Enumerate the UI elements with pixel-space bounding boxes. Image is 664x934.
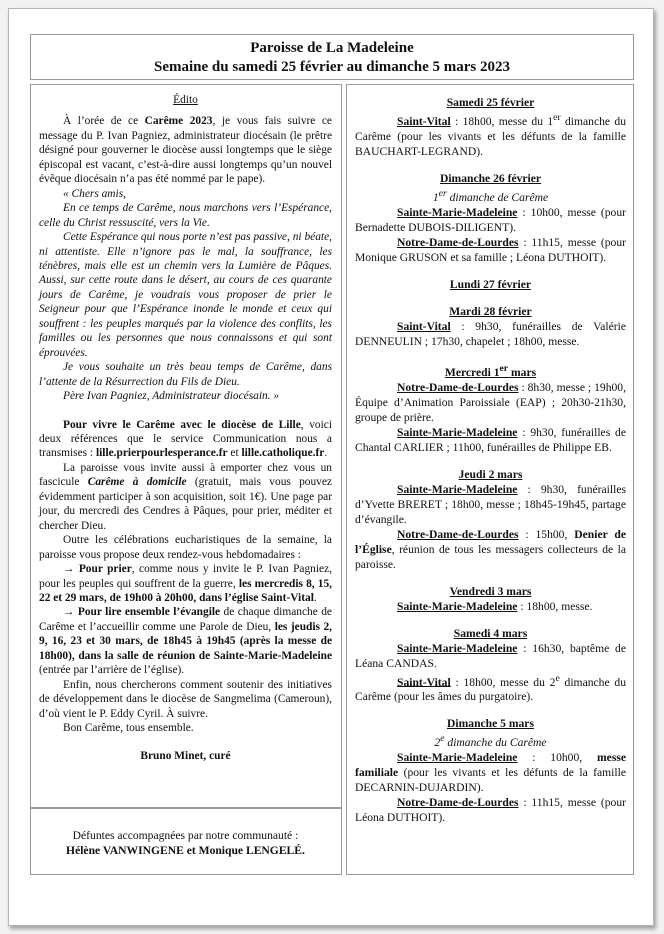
agenda-entry [355, 482, 626, 527]
text: : 15h00, [518, 527, 575, 541]
place-name: Sainte-Marie-Madeleine [397, 751, 518, 765]
text: de chaque dimanche de Carême et l’accueillir comme une Parole de Dieu, [39, 606, 332, 633]
text-bold: Denier de l’Église [355, 527, 626, 556]
agenda-entry [355, 110, 626, 159]
header [30, 34, 634, 80]
agenda-entry [355, 527, 626, 572]
edito-text [39, 93, 332, 764]
place-name: Sainte-Marie-Madeleine [397, 641, 518, 655]
closing-paragraph: Bon Carême, tous ensemble. [63, 722, 194, 735]
week-title: Semaine du samedi 25 février au dimanche 5 mars 2023 [154, 59, 510, 75]
text: , réunion de tous les messagers collecteurs de la paroisse. [355, 542, 626, 571]
text: dimanche de Carême [446, 190, 549, 204]
text: : 9h30, funérailles de Valérie DENNEULIN ; 17h30, chapelet ; 18h00, messe. [355, 319, 626, 348]
deceased-text [39, 828, 332, 858]
arrow-icon: → [63, 606, 78, 619]
text-bold: Carême à domicile [87, 476, 187, 489]
parish-title: Paroisse de La Madeleine [250, 40, 414, 56]
text: 2 [434, 736, 441, 750]
text: dimanche du Carême (pour les vivants et les défunts de la famille BAUCHART-LEGRAND). [355, 114, 626, 158]
day-heading: Dimanche 26 février [439, 171, 542, 185]
text: dimanche du Carême (pour les âmes du purgatoire). [355, 675, 626, 704]
text-bold: Pour vivre le Carême avec le diocèse de Lille [63, 418, 301, 431]
text: : 10h00, messe (pour Bernadette DUBOIS-DILIGENT). [355, 205, 626, 234]
text: : 16h30, baptême de Léana CANDAS. [355, 641, 626, 670]
text: mars [508, 365, 537, 379]
day-heading [355, 361, 626, 380]
day-heading: Jeudi 2 mars [458, 467, 523, 481]
letter-paragraph: En ce temps de Carême, nous marchons vers l’Espérance, celle du Christ ressuscité, vers la Vie. [39, 202, 332, 229]
place-name: Notre-Dame-de-Lourdes [397, 796, 519, 810]
agenda-entry [355, 641, 626, 671]
agenda-entry [355, 671, 626, 705]
superscript: e [555, 672, 560, 684]
agenda-text [355, 95, 626, 825]
arrow-icon: → [63, 563, 79, 576]
agenda-entry [355, 599, 626, 614]
deceased-intro: Défuntes accompagnées par notre communauté : [72, 829, 299, 842]
agenda-entry [355, 319, 626, 349]
text: et [227, 447, 242, 460]
superscript: er [438, 187, 447, 199]
text: , je vous fais suivre ce message du P. Ivan Pagniez, administrateur diocésain (le prêtre désigné pour gouverner le diocèse aussi longtemps que le siège épiscopal est vacant, c’est-à-dire aussi longtemps qu’un nouvel évêque diocésain n’a pas été nommé par le pape). [39, 115, 332, 186]
superscript: er [553, 112, 561, 123]
superscript: e [440, 733, 445, 745]
text: 1 [432, 190, 439, 204]
diocese-paragraph [39, 418, 332, 461]
prayer-paragraph [39, 562, 332, 605]
agenda-entry [355, 205, 626, 235]
text: : 9h30, funérailles d’Yvette BRERET ; 18h00, messe ; 18h45-19h45, partage d’évangile. [355, 482, 626, 526]
text-bold: Pour lire ensemble l’évangile [77, 606, 221, 619]
day-heading: Vendredi 3 mars [449, 584, 532, 598]
place-name: Saint-Vital [397, 319, 451, 333]
agenda-entry [355, 795, 626, 825]
text: : 9h30, funérailles de Chantal CARLIER ; 11h00, funérailles de Philippe EB. [355, 425, 626, 454]
day-heading: Samedi 25 février [446, 96, 535, 109]
place-name: Notre-Dame-de-Lourdes [397, 527, 519, 541]
text: : 10h00, [517, 751, 598, 765]
support-paragraph: Enfin, nous chercherons comment soutenir des initiatives de développement dans le diocèse de Sangmelima (Cameroun), d’où vient le P. Eddy Cyril. À suivre. [39, 678, 332, 720]
link-text: lille.catholique.fr [241, 447, 325, 460]
rendezvous-paragraph: Outre les célébrations eucharistiques de la semaine, la paroisse vous propose deux rendez-vous hebdomadaires : [39, 534, 332, 561]
text-bold: messe familiale [355, 751, 626, 780]
text-bold: Carême 2023 [144, 115, 213, 128]
liturgical-subtitle [355, 731, 626, 750]
text: : 11h15, messe (pour Léona DUTHOIT). [355, 796, 626, 825]
agenda-entry [355, 380, 626, 425]
text: La paroisse vous invite aussi à emporter chez vous un fascicule [39, 461, 332, 489]
fascicule-paragraph [39, 461, 332, 533]
text: : 18h00, messe du 1 [450, 114, 554, 128]
text: : 18h00, messe. [517, 599, 593, 613]
day-heading: Samedi 4 mars [453, 626, 528, 640]
text: Mercredi 1 [444, 365, 500, 379]
text: dimanche du Carême [444, 736, 547, 750]
agenda-entry [355, 750, 626, 795]
place-name: Notre-Dame-de-Lourdes [397, 235, 519, 249]
edito-intro [39, 114, 332, 186]
day-heading: Lundi 27 février [449, 277, 532, 291]
letter-signature: Père Ivan Pagniez, Administrateur diocésain. » [63, 390, 280, 403]
text: : 8h30, messe ; 19h00, Équipe d’Animation Paroissiale (EAP) ; 20h30-21h30, groupe de prière. [355, 380, 626, 424]
edito-title: Édito [173, 94, 198, 106]
text-bold: Pour prier [78, 563, 132, 576]
author-signature: Bruno Minet, curé [140, 750, 231, 763]
liturgical-subtitle [355, 186, 626, 205]
text: À l’orée de ce [63, 115, 145, 128]
letter-paragraph: Cette Espérance qui nous porte n’est pas passive, ni béate, ni attentiste. Elle n’ignore pas le mal, la souffrance, les ténèbres, mais elle est un chemin vers la Lumière de Pâques. Aussi, sur cette route dans le désert, au cours de ces quarante jours de Carême, je voudrais vous proposer de prier le Seigneur pour que l’Espérance inonde le monde et ceux qui souffrent : les peuples marqués par la violence des conflits, les familles ou les personnes que nous connaissons et qui sont éprouvées. [39, 231, 332, 359]
text: , comme nous y invite le P. Ivan Pagniez, pour les peuples qui souffrent de la guerre, [39, 563, 332, 590]
text: : 11h15, messe (pour Monique GRUSON et sa famille ; Léona DUTHOIT). [355, 235, 626, 264]
letter-paragraph: Je vous souhaite un très beau temps de Carême, dans l’attente de la Résurrection du Fils de Dieu. [39, 361, 332, 388]
agenda-entry [355, 425, 626, 455]
place-name: Saint-Vital [397, 675, 451, 689]
deceased-section [30, 807, 342, 875]
text: (pour les vivants et les défunts de la famille DECARNIN-DUJARDIN). [355, 766, 626, 795]
place-name: Sainte-Marie-Madeleine [397, 599, 518, 613]
place-name: Sainte-Marie-Madeleine [397, 425, 518, 439]
text: . [313, 591, 317, 604]
place-name: Saint-Vital [397, 114, 451, 128]
deceased-names: Hélène VANWINGENE et Monique LENGELÉ. [66, 844, 305, 857]
superscript: er [499, 362, 509, 374]
text: (gratuit, mais vous pouvez évidemment participer à son acquisition, soit 1€). Une page par jour, du mercredi des Cendres à Pâques, pour prier, méditer et chercher Dieu. [39, 476, 332, 532]
letter-greeting: « Chers amis, [63, 187, 126, 200]
text: (entrée par l’arrière de l’église). [39, 664, 185, 677]
text: . [324, 447, 328, 460]
text-bold: les jeudis 2, 9, 16, 23 et 30 mars, de 18h45 à 19h45 (après la messe de 18h00), dans la salle de réunion de Sainte-Marie-Madeleine [39, 620, 332, 662]
place-name: Notre-Dame-de-Lourdes [397, 380, 519, 394]
text: : 18h00, messe du 2 [450, 675, 556, 689]
link-text: lille.prierpourlesperance.fr [95, 447, 228, 460]
text-bold: les mercredis 8, 15, 22 et 29 mars, de 19h00 à 20h00, dans l’église Saint-Vital [39, 577, 333, 604]
agenda-section [346, 84, 634, 875]
text: , voici deux références que le service Communication nous a transmises : [39, 418, 332, 460]
day-heading: Mardi 28 février [449, 304, 532, 318]
day-heading: Dimanche 5 mars [447, 717, 534, 731]
place-name: Sainte-Marie-Madeleine [397, 482, 518, 496]
gospel-paragraph [39, 605, 332, 677]
edito-section [30, 84, 342, 809]
place-name: Sainte-Marie-Madeleine [397, 205, 518, 219]
agenda-entry [355, 235, 626, 265]
